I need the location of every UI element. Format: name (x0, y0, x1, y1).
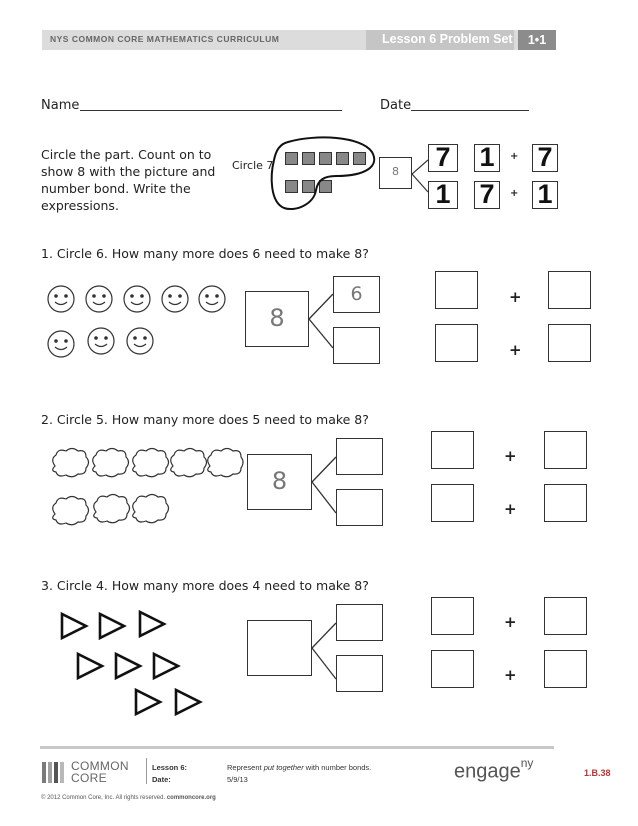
logo-word-bottom: CORE (71, 771, 107, 785)
smiley-icon (86, 286, 112, 312)
triangle-icon (176, 690, 200, 714)
cloud-icon (53, 497, 89, 525)
hand-drawn-circle (266, 134, 380, 214)
smiley-icon (88, 328, 114, 354)
handwritten-digit: 7 (435, 142, 451, 172)
grade-module: 1•1 (518, 30, 556, 50)
plus-sign: + (509, 341, 522, 359)
p2-addend-box[interactable] (431, 431, 474, 469)
footer-date-label: Date: (152, 775, 171, 784)
example-part-bottom (428, 181, 458, 209)
p2-addend-box[interactable] (544, 484, 587, 522)
problem-2-prompt: 2. Circle 5. How many more does 5 need to make 8? (41, 412, 369, 427)
example-addend-2 (532, 144, 558, 172)
p1-bond-part-bottom[interactable] (333, 327, 380, 364)
engageny-logo (454, 756, 534, 784)
plus-sign: + (509, 288, 522, 306)
p3-bond-whole[interactable] (247, 620, 312, 676)
triangle-icon (116, 654, 140, 678)
triangles (58, 608, 218, 720)
p3-addend-box[interactable] (544, 650, 587, 688)
plus-sign: + (504, 613, 517, 631)
cloud-icon (133, 449, 169, 477)
p3-addend-box[interactable] (431, 597, 474, 635)
p2-bond-part-bottom[interactable] (336, 489, 383, 526)
handwritten-digit: 1 (435, 179, 451, 209)
p1-addend-box[interactable] (435, 324, 478, 362)
header-bar (42, 30, 556, 50)
p1-addend-box[interactable] (548, 324, 591, 362)
smiley-icon (127, 328, 153, 354)
smiley-icon (48, 331, 74, 357)
p2-bond-lines (312, 455, 336, 517)
p3-addend-box[interactable] (544, 597, 587, 635)
brand-word: engage (454, 760, 521, 783)
cloud-icon (171, 449, 207, 477)
topic-pre: Represent (227, 763, 264, 772)
example-bond-whole (379, 157, 412, 189)
handwritten-digit: 1 (537, 179, 553, 209)
plus-sign: + (504, 447, 517, 465)
p1-whole-value: 8 (269, 304, 285, 332)
cloud-icon (93, 449, 129, 477)
p3-bond-lines (312, 621, 336, 683)
problem-1-prompt: 1. Circle 6. How many more does 6 need to make 8? (41, 246, 369, 261)
copyright (41, 795, 216, 801)
clouds (46, 446, 246, 532)
footer-lesson-label: Lesson 6: (152, 763, 188, 772)
p1-bond-lines (309, 292, 333, 352)
smiley-icon (199, 286, 225, 312)
footer-date-value: 5/9/13 (227, 775, 248, 784)
cloud-icon (208, 449, 243, 477)
triangle-icon (100, 614, 124, 638)
p2-addend-box[interactable] (544, 431, 587, 469)
handwritten-digit: 7 (479, 179, 495, 209)
lesson-title: Lesson 6 Problem Set (382, 32, 513, 46)
example-whole-value: 8 (392, 165, 399, 178)
footer-divider (40, 746, 554, 749)
p3-bond-part-bottom[interactable] (336, 655, 383, 692)
topic-em: put together (263, 763, 304, 772)
copyright-text: © 2012 Common Core, Inc. All rights reserved. (41, 795, 166, 801)
p2-addend-box[interactable] (431, 484, 474, 522)
smiley-icon (124, 286, 150, 312)
lesson-title-box (366, 30, 514, 50)
triangle-icon (136, 690, 160, 714)
example-addend-1 (474, 144, 500, 172)
brand-sup: ny (520, 756, 534, 770)
p1-part-value: 6 (350, 283, 363, 305)
plus-sign: + (504, 500, 517, 518)
example-bond-lines (412, 158, 428, 196)
site-link[interactable]: commoncore.org (166, 795, 216, 801)
plus-sign: + (510, 188, 519, 199)
p3-addend-box[interactable] (431, 650, 474, 688)
p2-bond-whole (247, 454, 312, 510)
triangle-icon (154, 654, 178, 678)
p3-bond-part-top[interactable] (336, 604, 383, 641)
footer-topic (227, 763, 371, 772)
plus-sign: + (504, 666, 517, 684)
example-part-top (428, 144, 458, 172)
smiley-faces (40, 282, 230, 362)
triangle-icon (62, 614, 86, 638)
triangle-icon (78, 654, 102, 678)
cloud-icon (94, 495, 130, 523)
handwritten-digit: 7 (537, 142, 553, 172)
topic-post: with number bonds. (303, 763, 372, 772)
example-addend-3 (474, 181, 500, 209)
logo-word-top: COMMON (71, 759, 129, 773)
p1-addend-box[interactable] (435, 271, 478, 309)
example-addend-4 (532, 181, 558, 209)
date-label: Date (380, 98, 412, 113)
date-line[interactable] (411, 110, 529, 111)
curriculum-title: NYS COMMON CORE MATHEMATICS CURRICULUM (50, 34, 280, 44)
common-core-logo-text (71, 760, 129, 784)
p1-addend-box[interactable] (548, 271, 591, 309)
smiley-icon (48, 286, 74, 312)
p2-whole-value: 8 (271, 467, 288, 495)
p1-bond-whole (245, 291, 309, 347)
page-id: 1.B.38 (584, 768, 611, 778)
plus-sign: + (510, 151, 519, 162)
cloud-icon (133, 495, 169, 523)
circle-7-label: Circle 7 (232, 159, 274, 172)
triangle-icon (140, 612, 164, 636)
p2-bond-part-top[interactable] (336, 438, 383, 475)
smiley-icon (162, 286, 188, 312)
name-label: Name (41, 98, 80, 113)
footer-separator (146, 758, 147, 784)
problem-3-prompt: 3. Circle 4. How many more does 4 need to make 8? (41, 578, 369, 593)
cloud-icon (53, 449, 89, 477)
instructions: Circle the part. Count on to show 8 with the picture and number bond. Write the expressions. (41, 147, 216, 213)
name-line[interactable] (80, 110, 342, 111)
handwritten-digit: 1 (479, 142, 495, 172)
p1-bond-part-top (333, 276, 380, 313)
